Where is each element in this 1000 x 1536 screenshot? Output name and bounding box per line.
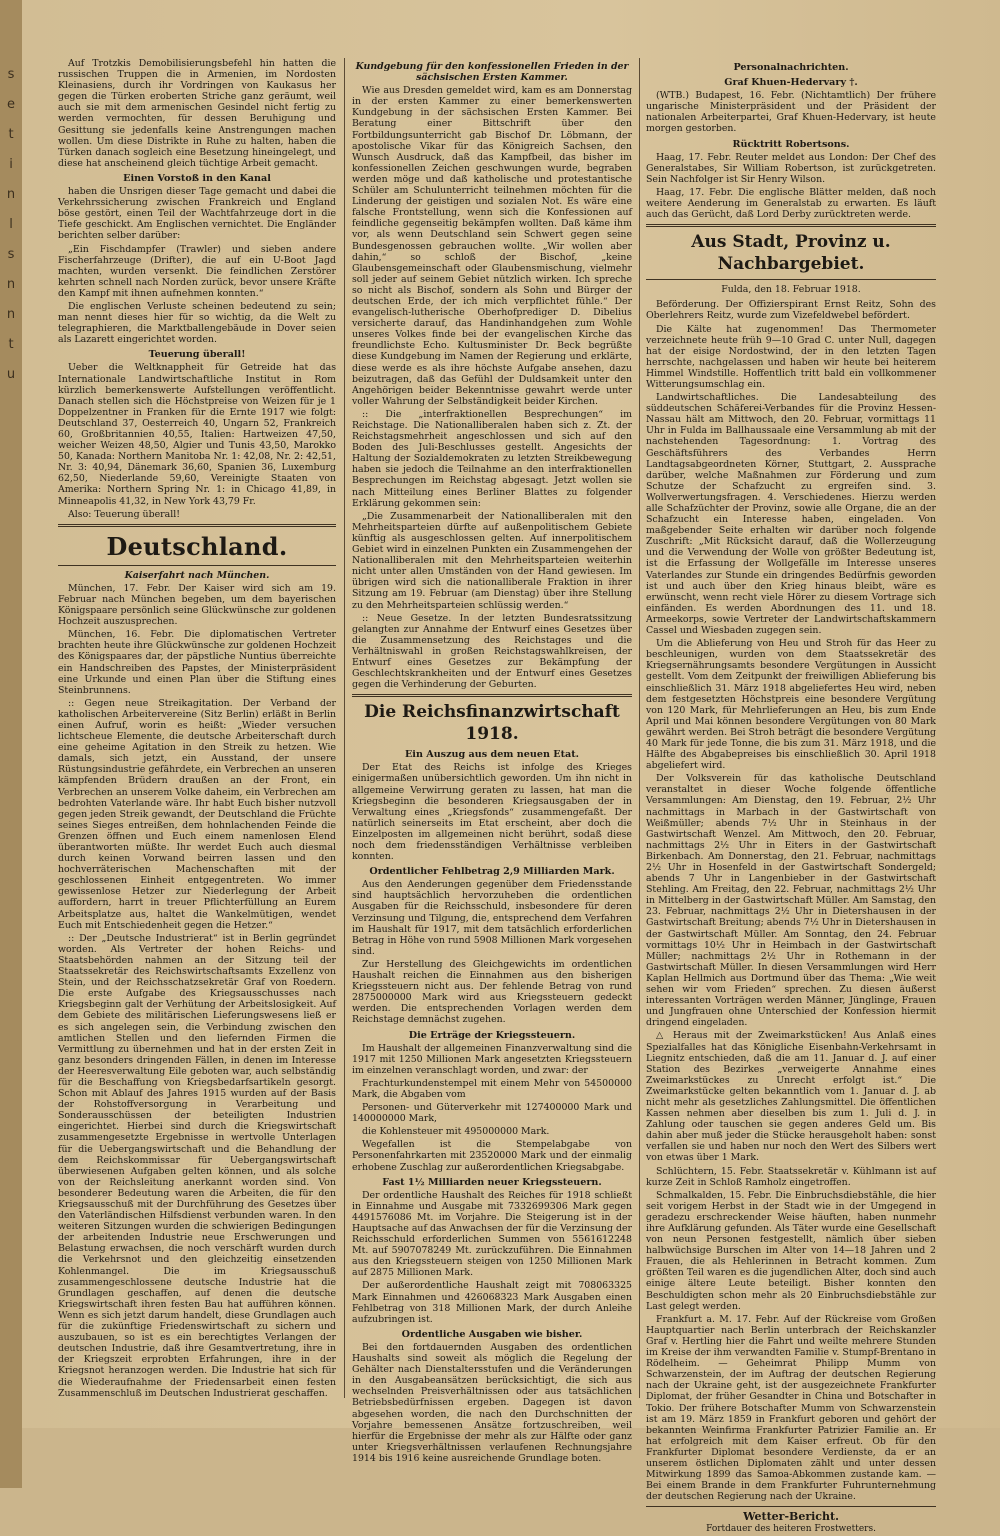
divider xyxy=(646,1506,936,1507)
article-ertraege-3: Personen- und Güterverkehr mit 127400000 Mark und 140000000 Mark, xyxy=(352,1102,632,1125)
divider xyxy=(352,694,632,697)
article-neue-gesetze: :: Neue Gesetze. In der letzten Bundesratssitzung gelangten zur Annahme der Entwurf eines Gesetzes über die Zusammensetzung des Reichstages und die Verhältniswahl in großen Reichstagswahlkreisen, der Entwurf eines Gesetzes zur Bekämpfung der Geschlechtskrankheiten und der Entwurf eines Gesetzes gegen die Verhinderung der Geburten. xyxy=(352,612,632,691)
article-ausgaben: Bei den fortdauernden Ausgaben des ordentlichen Haushalts sind soweit als möglich die Regelung der Gehälter nach Dienstaltersstufen und die Veränderungen in den Ausgabeansätzen berücksichtigt, die sich aus wechselnden Preisverhältnissen oder aus tatsächlichen Betriebsbedürfnissen ergeben. Dagegen ist davon abgesehen worden, die nach den Durchschnitten der Vorjahre bemessenen Ansätze fortzuschreiben, weil hierfür die Ergebnisse der mehr als zur Hälfte oder ganz unter Kriegsverhältnissen verlaufenen Rechnungsjahre 1914 bis 1916 keine ausreichende Grundlage boten. xyxy=(352,1341,632,1464)
article-interfraktionell-1: :: Die „interfraktionellen Besprechungen“ im Reichstage. Die Nationalliberalen haben sich z. Zt. der Reichstagsmehrheit angeschlossen und sich auf den Boden des Juli-Beschlusses gestellt. Angesichts der Haltung der Sozialdemokraten zu letzten Streikbewegung haben sie jedoch die Teilnahme an den interfraktionellen Besprechungen im Reichstag abgesagt. Jetzt wollen sie nach Mitteilung eines Berliner Blattes zu folgender Erklärung gekommen sein: xyxy=(352,408,632,509)
article-teuerung-2: Also: Teuerung überall! xyxy=(68,508,180,520)
article-kanal-2: „Ein Fischdampfer (Trawler) und sieben andere Fischerfahrzeuge (Drifter), die auf ein U-Boot Jagd machten, wurden versenkt. Die feindlichen Zerstörer kehrten schnell nach Norden zurück, bevor unsere Kräfte den Kampf mit ihnen aufnehmen konnten.“ xyxy=(58,243,336,299)
margin-fragment: n xyxy=(6,277,16,292)
headline-personal: Personalnachrichten. xyxy=(733,62,849,73)
margin-fragment: i xyxy=(9,157,13,172)
article-ertraege-5: Wegefallen ist die Stempelabgabe von Personenfahrkarten mit 23520000 Mark und der einmalig erhobene Zuschlag zur außerordentlichen Kriegsabgabe. xyxy=(352,1139,632,1173)
column-rule-1 xyxy=(344,58,345,1398)
article-robertson-2: Haag, 17. Febr. Die englische Blätter melden, daß noch weitere Aenderung im Generalstab zu erwarten. Es läuft auch das Gerücht, daß Lord Derby zurücktreten werde. xyxy=(646,186,936,221)
headline-fehlbetrag: Ordentlicher Fehlbetrag 2,9 Milliarden Mark. xyxy=(369,866,615,878)
headline-robertson: Rücktritt Robertsons. xyxy=(732,138,850,150)
article-interfraktionell-2: „Die Zusammenarbeit der Nationalliberalen mit den Mehrheitsparteien dürfte auf außenpolitischem Gebiete künftig als ausgeschlossen gelten. Auf innerpolitischem Gebiet wird in einzelnen Punkten ein Zusammengehen der Nationalliberalen mit den Mehrheitsparteien weiterhin nicht unter allen Umständen von der Hand gewiesen. Im übrigen wird sich die nationalliberale Fraktion in ihrer Sitzung am 19. Februar (am Dienstag) über ihre Stellung zu den Mehrheitsparteien schlüssig werden.“ xyxy=(352,510,632,611)
article-schluechtern: Schlüchtern, 15. Febr. Staatssekretär v. Kühlmann ist auf kurze Zeit in Schloß Ramholz eingetroffen. xyxy=(646,1165,936,1188)
column-3 xyxy=(646,58,936,1535)
headline-kundgebung: Kundgebung für den konfessionellen Frieden in der sächsischen Ersten Kammer. xyxy=(355,61,629,84)
margin-fragment: n xyxy=(6,187,16,202)
article-landwirtschaft: Landwirtschaftliches. Die Landesabteilung des süddeutschen Schäferei-Verbandes für die Provinz Hessen-Nassau hält am Mittwoch, den 20. Februar, vormittags 11 Uhr in Fulda im Ballhaussaale eine Versammlung ab mit der nachstehenden Tagesordnung: 1. Vortrag des Geschäftsführers des Verbandes Herrn Landtagsabgeordneten Körner, Stuttgart, 2. Aussprache darüber, welche Maßnahmen zur Förderung und zum Schutze der Schafzucht zu ergreifen sind. 3. Wollverwertungsfragen. 4. Verschiedenes. Hierzu werden alle Schafzüchter der Provinz, sowie alle Organe, die an der Schafzucht ein Interesse haben, eingeladen. Von maßgebender Seite erhalten wir darüber noch folgende Zuschrift: „Mit Rücksicht darauf, daß die Wollerzeugung und die Verwendung der Wolle von größter Bedeutung ist, ist die Erfassung der Wollgefälle im Interesse unseres Vaterlandes zur Stunde ein dringendes Bedürfnis geworden ist und auch über den Krieg hinaus bleibt, wäre es erwünscht, wenn recht viele Hörer zu diesem Vortrage sich einfänden. Es werden Abordnungen des 11. und 18. Armeekorps, sowie Vertreter der Landwirtschaftskammern Cassel und Wiesbaden zugegen sein. xyxy=(646,392,936,637)
margin-fragment: n xyxy=(6,307,16,322)
headline-fast-milliarden: Fast 1½ Milliarden neuer Kriegssteuern. xyxy=(382,1176,602,1188)
article-befoerderung: Beförderung. Der Offizierspirant Ernst Reitz, Sohn des Oberlehrers Reitz, wurde zum Vizefeldwebel befördert. xyxy=(646,299,936,322)
article-kanal-1: haben die Unsrigen dieser Tage gemacht und dabei die Verkehrssicherung zwischen Frankreich und England böse gestört, einen Teil der Wachtfahrzeuge dort in die Tiefe geschickt. Am Englischen vernichtet. Die Engländer berichten selber darüber: xyxy=(58,186,336,242)
margin-fragment: t xyxy=(8,127,14,142)
article-heu-stroh: Um die Ablieferung von Heu und Stroh für das Heer zu beschleunigen, wurden von dem Staatssekretär des Kriegsernährungsamts besondere Vergütungen in Aussicht gestellt. Vom dem Zeitpunkt der freiwilligen Ablieferung bis einschließlich 31. März 1918 abgeliefertes Heu wird, neben dem festgesetzten Höchstpreis eine besondere Vergütung von 120 Mark, für Mehrlieferungen an Heu, bis zum Ende April und Mai können besondere Vergütungen von 80 Mark gewährt werden. Bei Stroh beträgt die besondere Vergütung 40 Mark für jede Tonne, die bis zum 31. März 1918, und die Hälfte des Abgabepreises bis einschließlich 30. April 1918 abgeliefert wird. xyxy=(646,638,936,772)
article-fehlbetrag-2: Zur Herstellung des Gleichgewichts im ordentlichen Haushalt reichen die Einnahmen aus den bisherigen Kriegssteuern nicht aus. Der fehlende Betrag von rund 2875000000 Mark wird aus Kriegssteuern gedeckt werden. Die entsprechenden Vorlagen werden dem Reichstage demnächst zugehen. xyxy=(352,958,632,1026)
article-robertson-1: Haag, 17. Febr. Reuter meldet aus London: Der Chef des Generalstabes, Sir William Robertson, ist zurückgetreten. Sein Nachfolger ist Sir Henry Wilson. xyxy=(646,151,936,185)
article-kundgebung: Wie aus Dresden gemeldet wird, kam es am Donnerstag in der ersten Kammer zu einer bemerkenswerten Kundgebung in der sächsischen Ersten Kammer. Bei Beratung einer Bittschrift über den Fortbildungsunterricht gab Bischof Dr. Löbmann, der apostolische Vikar für das Königreich Sachsen, den Wunsch Ausdruck, daß das Kampfbeil, das bisher im konfessionellen Zeichen geschwungen wurde, begraben werden möge und daß katholische und protestantische Schüler am Schulunterricht teilnehmen möchten für die Linderung der geistigen und sozialen Not. Es wäre eine falsche Frontstellung, wenn sich die Konfessionen auf feindliche gegenseitig bekämpfen wollten. Daß käme ihm vor, als wenn Deutschland sein Schwert gegen seine Bundesgenossen gebrauchen wollte. „Wir wollen aber dahin,“ so schloß der Bischof, „keine Glaubensgemeinschaft oder Glaubensmischung, vielmehr soll jeder auf seinem Gebiet nützlich wirken. Ich spreche so nicht als Bischof, sondern als Sohn und Bürger der deutschen Erde, der ich mich verpflichtet fühle.“ Der evangelisch-lutherische Oberhofprediger D. Dibelius versicherte darauf, das Handinhandgehen zum Wohle unseres Volkes finde bei der evangelischen Kirche das freundlichste Echo. Kultusminister Dr. Beck begrüßte diese Kundgebung im Namen der Regierung und erklärte, diese werde es als ihre höchste Aufgabe ansehen, dazu beizutragen, daß das Gefühl der Duldsamkeit unter den Angehörigen beider Bekenntnisse gewahrt werde unter voller Wahrung der Selbständigkeit beider Kirchen. xyxy=(352,85,632,407)
article-kaiser-2: München, 16. Febr. Die diplomatischen Vertreter brachten heute ihre Glückwünsche zur goldenen Hochzeit des Königspaares dar, der päpstliche Nuntius überreichte ein Handschreiben des Papstes, der Ministerpräsident eine Urkunde und einen Plan über die Stiftung eines Steinbrunnens. xyxy=(58,629,336,696)
headline-khuen: Graf Khuen-Hedervary †. xyxy=(724,77,858,89)
margin-fragment: s xyxy=(7,67,15,82)
divider xyxy=(646,279,936,280)
headline-ertraege: Die Erträge der Kriegssteuern. xyxy=(408,1029,576,1041)
article-streik: :: Gegen neue Streikagitation. Der Verband der katholischen Arbeitervereine (Sitz Berlin) erläßt in Berlin einen Aufruf, worin es heißt: „Wieder versuchen lichtscheue Elemente, die deutsche Arbeiterschaft durch eine geheime Agitation in den Streik zu hetzen. Wie damals, sich jetzt, ein Ausstand, der unsere Rüstungsindustrie gefährdete, ein Verbrechen an unseren kämpfenden Brüdern draußen an der Front, ein Verbrechen an unserem Volke daheim, ein Verbrechen am bedrohten Vaterlande wäre. Ihr habt Euch bisher nutzvoll gegen jeden Streik gewandt, der Deutschland die Früchte seines Sieges entreißen, dem hohnlachenden Feinde die Grenzen öffnen und Euch einem namenlosen Elend überantworten müßte. Ihr werdet Euch auch diesmal durch keinen Vorwand beirren lassen und den hochverräterischen Machenschaften mit der geschlossenen Einheit entgegentreten. Wo immer gewissenlose Hetzer zur Niederlegung der Arbeit auffordern, harrt in treuer Pflichterfüllung an Eurem Arbeitsplatze aus, haltet die Wankelmütigen, wendet Euch mit Entschiedenheit gegen die Hetzer.“ xyxy=(58,697,336,931)
article-ertraege-1: Im Haushalt der allgemeinen Finanzverwaltung sind die 1917 mit 1250 Millionen Mark angesetzten Kriegssteuern im einzelnen veranschlagt worden, und zwar: der xyxy=(352,1042,632,1076)
divider xyxy=(58,524,336,527)
divider xyxy=(58,565,336,566)
article-ertraege-2: Frachturkundenstempel mit einem Mehr von 54500000 Mark, die Abgaben vom xyxy=(352,1077,632,1100)
article-volksverein: Der Volksverein für das katholische Deutschland veranstaltet in dieser Woche folgende öffentliche Versammlungen: Am Dienstag, den 19. Februar, 2½ Uhr nachmittags in Marbach in der Gastwirtschaft von Weißmüller; abends 7½ Uhr in Steinhaus in der Gastwirtschaft Wenzel. Am Mittwoch, den 20. Februar, nachmittags 2½ Uhr in Eiters in der Gastwirtschaft Birkenbach. Am Donnerstag, den 21. Februar, nachmittags 2½ Uhr in Hosenfeld in der Gastwirtschaft Sondergeld; abends 7 Uhr in Langenbieber in der Gastwirtschaft Stehling. Am Freitag, den 22. Februar, nachmittags 2½ Uhr in Mittelberg in der Gastwirtschaft Müller. Am Samstag, den 23. Februar, nachmittags 2½ Uhr in Dietershausen in der Gastwirtschaft Breitung; abends 7½ Uhr in Dietershausen in der Gastwirtschaft Müller. Am Sonntag, den 24. Februar vormittags 10½ Uhr in Heimbach in der Gastwirtschaft Müller; nachmittags 2½ Uhr in Rothemann in der Gastwirtschaft Müller. In diesen Versammlungen wird Herr Kaplan Hellmich aus Dortmund über das Thema: „Wie weit sehen wir vom Frieden“ sprechen. Zu diesen äußerst interessanten Vorträgen werden Männer, Jünglinge, Frauen und Jungfrauen ohne Unterschied der Konfession hiermit dringend eingeladen. xyxy=(646,773,936,1029)
article-trotzki: Auf Trotzkis Demobilisierungsbefehl hin hatten die russischen Truppen die in Armenien, im Nordosten Kleinasiens, durch ihr Vordringen von Kaukasus her gegen die Türken eroberten Striche ganz geräumt, weil auch sie mit dem armenischen Gesindel nicht fertig zu werden vermochten, für dessen Beruhigung und Gesittung sie jedenfalls keine Anstrengungen machen wollen. Um diese Distrikte in Ruhe zu halten, haben die Türken danach sogleich eine Besetzung hineingelegt, und diese hat anscheinend gleich tüchtige Arbeit gemacht. xyxy=(58,58,336,169)
article-fast-2: Der außerordentliche Haushalt zeigt mit 708063325 Mark Einnahmen und 426068323 Mark Ausgaben einen Fehlbetrag von 318 Millionen Mark, der durch Anleihe aufzubringen ist. xyxy=(352,1280,632,1325)
margin-fragment: l xyxy=(9,217,13,232)
headline-kanal: Einen Vorstoß in den Kanal xyxy=(123,172,271,184)
article-teuerung-1: Ueber die Weltknappheit für Getreide hat das Internationale Landwirtschaftliche Institut in Rom kürzlich bemerkenswerte Aufstellungen veröffentlicht. Danach stellen sich die Höchstpreise von Weizen für je 1 Doppelzentner in Franken für die Ernte 1917 wie folgt: Deutschland 37, Oesterreich 40, Ungarn 52, Frankreich 60, Großbritannien 40,55, Italien: Hartweizen 47,50, weicher Weizen 48,50, Algier und Tunis 43,50, Marokko 50, Kanada: Northern Manitoba Nr. 1: 42,08, Nr. 2: 42,51, Nr. 3: 40,94, Dänemark 36,60, Spanien 36, Luxemburg 62,50, Niederlande 59,60, Vereinigte Staaten von Amerika: Northern Spring Nr. 1: in Chicago 41,89, in Minneapolis 41,32, in New York 43,79 Fr. xyxy=(58,362,336,507)
article-finanz-intro: Der Etat des Reichs ist infolge des Krieges einigermaßen unübersichtlich geworden. Um ihn nicht in allgemeine Verwirrung geraten zu lassen, hat man die Kriegsbeginn die besonderen Kriegsausgaben der in Verwaltung eines „Kriegsfonds“ zusammengefaßt. Der natürlich seinerseits im Etat erscheint, aber doch die Einzelposten im allgemeinen nicht berührt, sodaß diese noch dem friedensständigen Verhältnisse verbleiben konnten. xyxy=(352,762,632,863)
column-1 xyxy=(58,58,336,1406)
article-kaiser-1: München, 17. Febr. Der Kaiser wird sich am 19. Februar nach München begeben, um dem bayerischen Königspaare persönlich seine Glückwünsche zur goldenen Hochzeit auszusprechen. xyxy=(58,582,336,628)
section-title-stadt: Aus Stadt, Provinz u. Nachbargebiet. xyxy=(691,232,891,275)
section-title-deutschland: Deutschland. xyxy=(106,531,288,561)
margin-fragment: t xyxy=(8,337,14,352)
section-title-reichsfinanz: Die Reichsfinanzwirtschaft 1918. xyxy=(364,702,620,745)
article-zweimark: △ Heraus mit der Zweimarkstücken! Aus Anlaß eines Spezialfalles hat das Königliche Eisenbahn-Verkehrsamt in Liegnitz entschieden, daß die am 11. Januar d. J. auf einer Station des Bezirkes „verweigerte Annahme eines Zweimarkstückes zu Unrecht erfolgt ist.“ Die Zweimarkstücke gelten bekanntlich vom 1. Januar d. J. ab nicht mehr als gesetzliches Zahlungsmittel. Die öffentlichen Kassen nehmen aber dieselben bis zum 1. Juli d. J. in Zahlung oder tauschen sie gegen anderes Geld um. Bis dahin aber muß jeder die Stücke herausgeholt haben: sonst verfallen sie und haben nur noch den Wert des Silbers wert von etwas über 1 Mark. xyxy=(646,1030,936,1164)
headline-wetter: Wetter-Bericht. xyxy=(743,1510,839,1524)
article-fehlbetrag-1: Aus den Aenderungen gegenüber dem Friedensstande sind hauptsächlich hervorzuheben die ordentlichen Ausgaben für die Reichsschuld, insbesondere für deren Verzinsung und Tilgung, die, entsprechend dem Verfahren im Haushalt für 1917, mit dem tatsächlich erforderlichen Betrag in Höhe von rund 5908 Millionen Mark vorgesehen sind. xyxy=(352,879,632,957)
margin-fragment: e xyxy=(7,97,15,112)
article-schmalkalden: Schmalkalden, 15. Febr. Die Einbruchsdiebstähle, die hier seit vorigem Herbst in der Stadt wie in der Umgegend in geradezu erschreckender Weise häuften, haben nunmehr ihre Aufklärung gefunden. Als Täter wurde eine Gesellschaft von neun Personen festgestellt, nämlich über sieben halbwüchsige Burschen im Alter von 14—18 Jahren und 2 Frauen, die als Hehlerinnen in Betracht kommen. Zum größten Teil waren es die jugendlichen Alter, doch sind auch einige ältere Leute beteiligt. Bisher konnten den Beschuldigten schon mehr als 20 Einbruchsdiebstähle zur Last gelegt werden. xyxy=(646,1189,936,1312)
headline-ausgaben: Ordentliche Ausgaben wie bisher. xyxy=(401,1328,583,1340)
margin-fragment: u xyxy=(6,367,16,382)
article-kaelte: Die Kälte hat zugenommen! Das Thermometer verzeichnete heute früh 9—10 Grad C. unter Null, dagegen hat der eisige Nordostwind, der in den letzten Tagen herrschte, nachgelassen und haben wir heute bei heiterem Himmel Windstille. Hoffentlich tritt bald ein vollkommener Witterungsumschlag ein. xyxy=(646,323,936,390)
dateline: Fulda, den 18. Februar 1918. xyxy=(721,284,861,296)
headline-kaiserfahrt: Kaiserfahrt nach München. xyxy=(124,569,270,581)
article-kanal-3: Die englischen Verluste scheinen bedeutend zu sein; man nennt dieses hier für so wichtig, da die Welt zu telegraphieren, die Marktballengebäude in Dover seien als Lazarett eingerichtet worden. xyxy=(58,300,336,346)
divider xyxy=(646,224,936,227)
article-frankfurt: Frankfurt a. M. 17. Febr. Auf der Rückreise vom Großen Hauptquartier nach Berlin unterbrach der Reichskanzler Graf v. Hertling hier die Fahrt und weilte mehrere Stunden im Kreise der ihm verwandten Familie v. Stumpf-Brentano in Rödelheim. — Geheimrat Philipp Mumm von Schwarzenstein, der im Auftrag der deutschen Regierung nach der Ukraine geht, ist der ausgezeichnete Frankfurter Diplomat, der früher Gesandter in China und Botschafter in Tokio. Der frühere Botschafter Mumm von Schwarzenstein ist am 19. März 1859 in Frankfurt geboren und gehört der bekannten Weinfirma Frankfurter Patrizier Familie an. Er hat erfolgreich mit dem Kaiser erfreut. Ob für den Frankfurter Diplomat besondere Verdienste, da er an unserem östlichen Diplomaten zählt und unter dessen Mitwirkung 1899 das Samoa-Abkommen zustande kam. — Bei einem Brande in dem Frankfurter Fuhrunternehmung der deutschen Regierung nach der Ukraine. xyxy=(646,1313,936,1503)
column-2 xyxy=(352,58,632,1464)
headline-auszug: Ein Auszug aus dem neuen Etat. xyxy=(404,749,579,761)
article-ertraege-4: die Kohlensteuer mit 495000000 Mark. xyxy=(362,1126,550,1138)
weather-text: Fortdauer des heiteren Frostwetters. xyxy=(706,1524,876,1535)
article-industrierat: :: Der „Deutsche Industrierat“ ist in Berlin gegründet worden. Als Vertreter der hohen Reichs- und Staatsbehörden nahmen an der Sitzung teil der Staatssekretär des Reichswirtschaftsamts Exzellenz von Stein, und der Reichsschatzsekretär Graf von Roedern. Die erste Aufgabe des Kriegsausschusses nach Kriegsbeginn galt der Verhütung der Arbeitslosigkeit. Auf dem Gebiete des militärischen Lieferungswesens ließ er es sich angelegen sein, die Verbindung zwischen den amtlichen Stellen und den liefernden Firmen die Vermittlung zu übernehmen und hat in der ersten Zeit in ganz besonders dringenden Fällen, in denen im Interesse der Heeresverwaltung Eile geboten war, auch selbständig für die Beschaffung von Kriegsbedarfsartikeln gesorgt. Schon mit Ablauf des Jahres 1915 wurden auf der Basis der Rohstoffversorgung in Verarbeitung und Sonderausschüssen der beteiligten Industrien eingerichtet. Hierbei sind durch die Kriegswirtschaft zusammengesetzte Ergebnisse in wertvolle Unterlagen für die Uebergangswirtschaft und die Behandlung der dem Reichskommissar für Uebergangswirtschaft überwiesenen Aufgaben gelten können, und als solche von der Reichsleitung anerkannt worden sind. Von besonderer Bedeutung waren die Arbeiten, die für den Kriegsausschuß mit der Durchführung des Gesetzes über den Vaterländischen Hilfsdienst verbunden waren. In den weiteren Sitzungen wurden die schwierigen Bedingungen der arbeitenden Industrie neue Erschwerungen und Belastung erwachsen, die noch verschärft wurden durch die Verkehrsnot und den gleichzeitig einsetzenden Kohlenmangel. Die im Kriegsausschuß zusammengeschlossene deutsche Industrie hat die Grundlagen geschaffen, auf denen die deutsche Kriegswirtschaft ihren festen Bau hat aufführen können. Wenn es sich jetzt darum handelt, diese Grundlagen auch für die zukünftige Friedenswirtschaft zu sichern und auszubauen, so ist es ein berechtigtes Verlangen der deutschen Industrie, daß ihre Gesamtvertretung, ihre in der Kriegszeit erprobten Erfahrungen, ihre in der Kriegsnot heranzogen werden. Die Industrie hat sich für die Wiederaufnahme der Friedensarbeit einen festen Zusammenschluß im Deutschen Industrierat geschaffen. xyxy=(58,932,336,1399)
article-fast-1: Der ordentliche Haushalt des Reiches für 1918 schließt in Einnahme und Ausgabe mit 7332699306 Mark gegen 4491576086 Mt. im Vorjahre. Die Steigerung ist in der Hauptsache auf das Anwachsen der für die Verzinsung der Reichsschuld erforderlichen Summen von 5561612248 Mt. auf 5907078249 Mt. zurückzuführen. Die Einnahmen aus den Kriegssteuern steigen von 1250 Millionen Mark auf 2875 Millionen Mark. xyxy=(352,1189,632,1279)
margin-fragment: s xyxy=(7,247,15,262)
left-margin-strip xyxy=(0,0,22,1488)
headline-teuerung: Teuerung überall! xyxy=(148,349,246,361)
column-rule-2 xyxy=(639,58,640,1398)
article-khuen: (WTB.) Budapest, 16. Febr. (Nichtamtlich) Der frühere ungarische Ministerpräsident und der Präsident der nationalen Arbeiterpartei, Graf Khuen-Hedervary, ist heute morgen gestorben. xyxy=(646,90,936,135)
